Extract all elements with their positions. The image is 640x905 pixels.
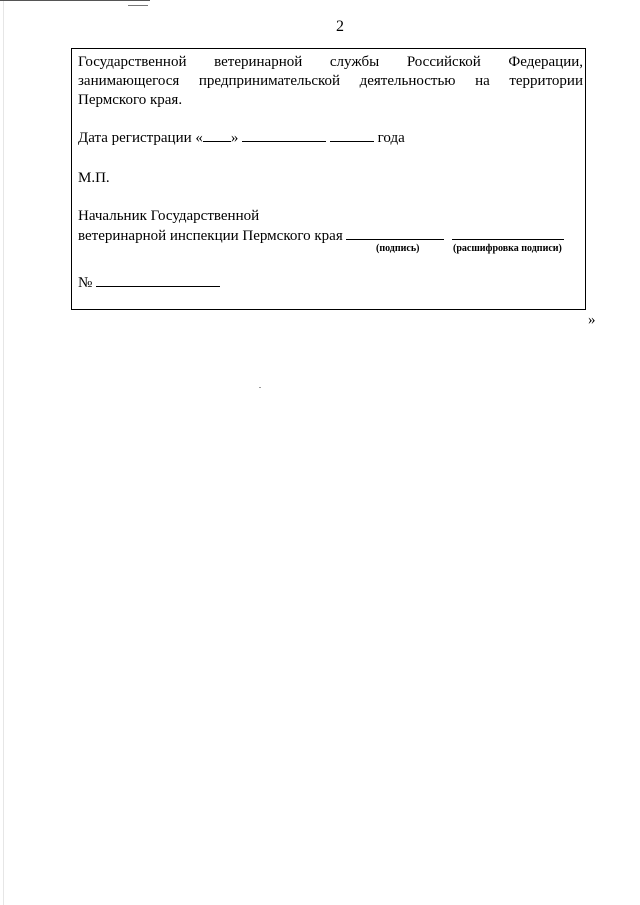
signature-decoding-caption: (расшифровка подписи) [453,243,562,254]
document-number-line [78,273,220,292]
registration-date-label: Дата регистрации « [78,130,203,146]
chief-title-line-2: ветеринарной инспекции Пермского края [78,228,343,244]
stamp-place: М.П. [78,170,110,186]
intro-line-1: Государственной ветеринарной службы Российской Федерации, [78,54,583,70]
page-number: 2 [336,18,344,35]
chief-signature-block [78,206,564,246]
number-blank [96,273,220,287]
registration-form-box [71,48,586,310]
day-blank [203,128,231,142]
year-suffix: года [377,130,405,146]
closing-quote: » [588,312,596,328]
scan-artifact-line [0,0,150,7]
registration-date-line [78,128,405,147]
registration-quote-close: » [230,130,239,146]
signature-caption: (подпись) [376,243,420,254]
intro-paragraph [78,53,583,110]
scan-speck [259,387,261,388]
chief-title-line-1: Начальник Государственной [78,208,260,224]
intro-line-2: занимающегося предпринимательской деятельностью на территории [78,73,583,89]
signature-decoding-blank [452,226,564,240]
scan-margin-line [3,0,4,905]
year-blank [330,128,374,142]
signature-blank [346,226,444,240]
number-label: № [78,275,93,291]
month-blank [242,128,326,142]
intro-line-3: Пермского края. [78,92,183,108]
